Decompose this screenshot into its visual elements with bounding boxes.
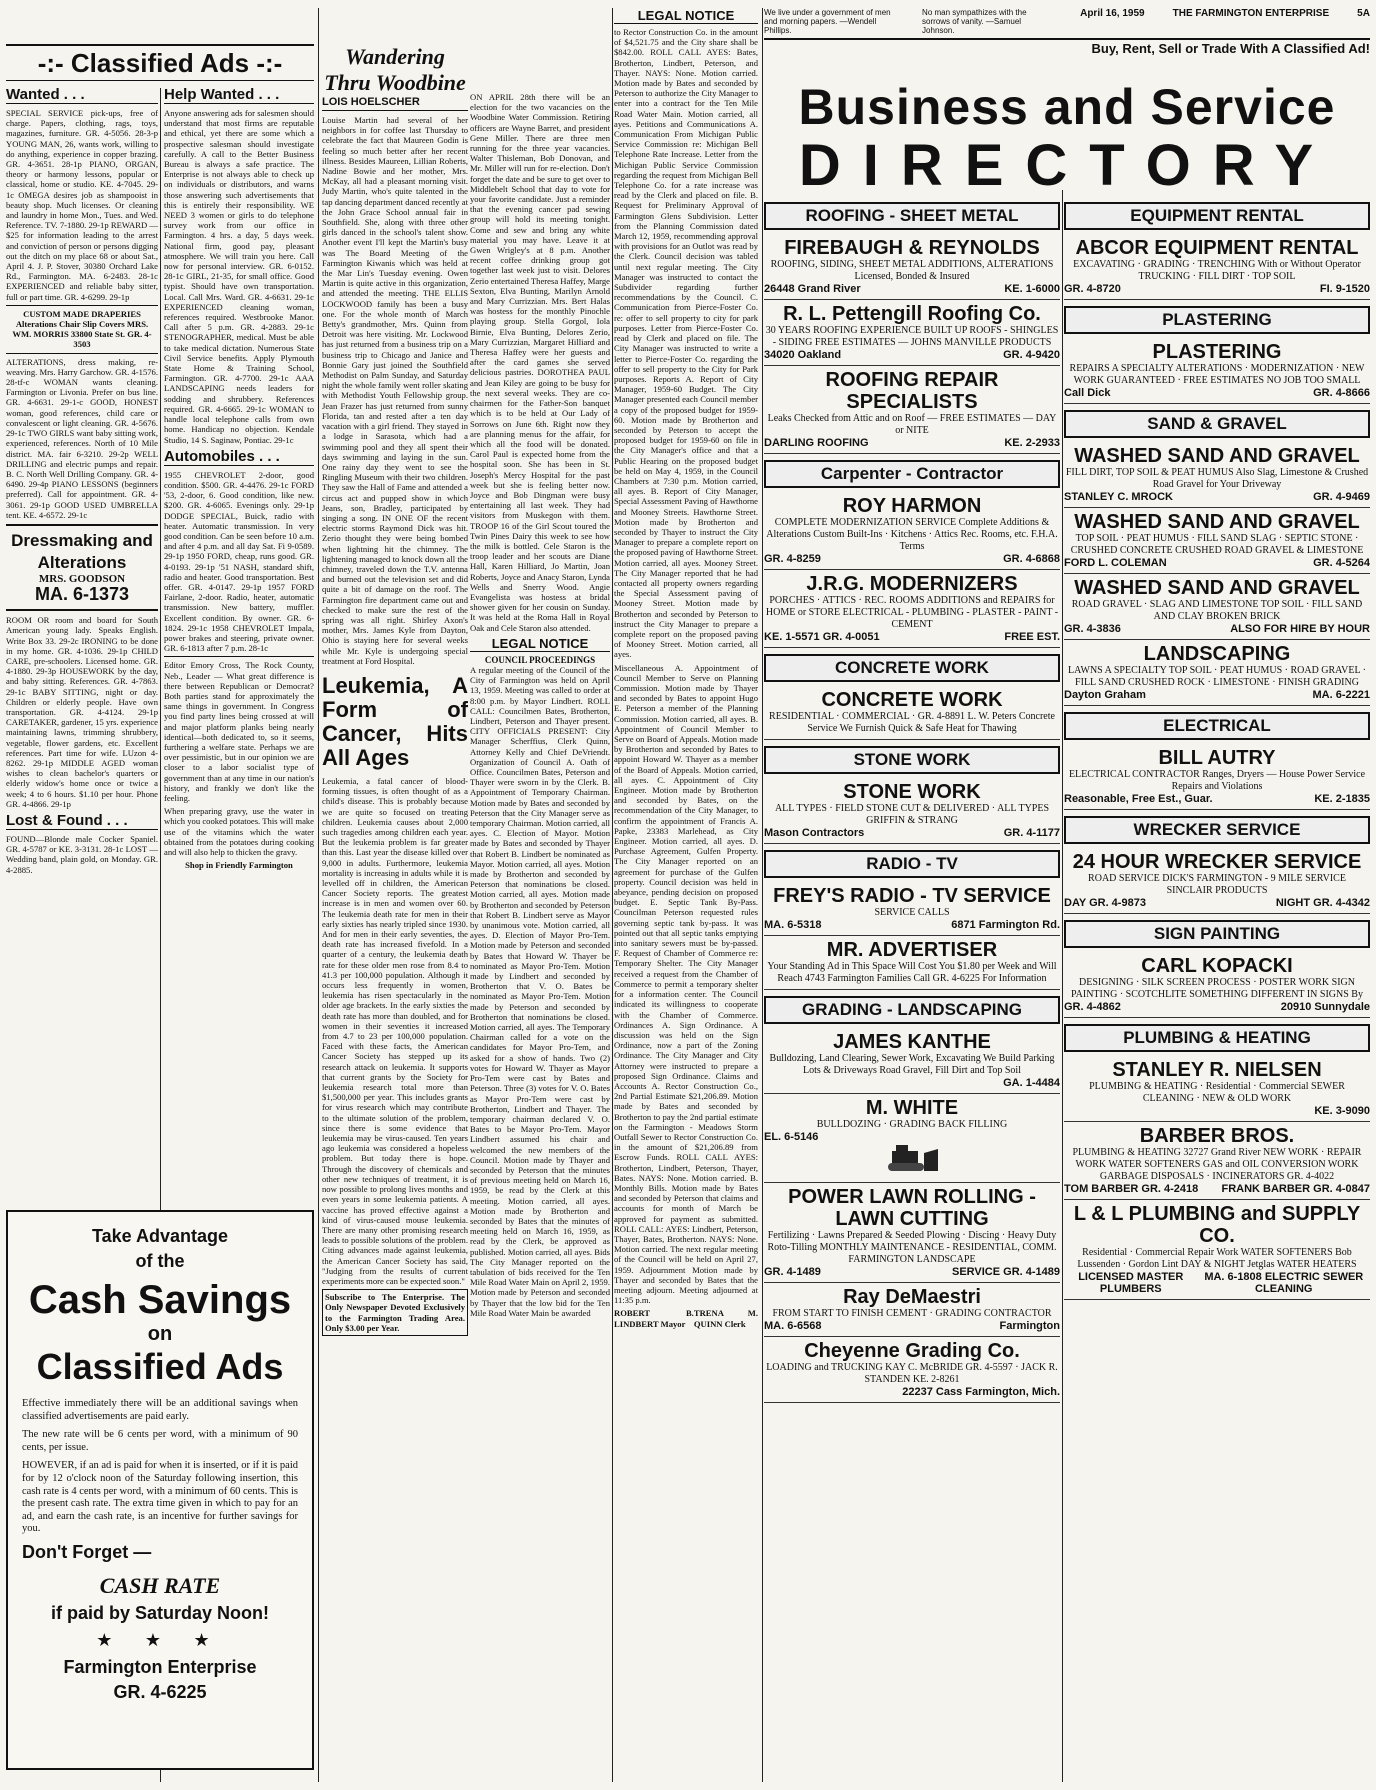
directory-ad-name: WASHED SAND AND GRAVEL	[1074, 577, 1360, 599]
directory-ad-contact-left: GR. 4-4862	[1064, 1001, 1121, 1013]
automobiles-listings: 1955 CHEVROLET 2-door, good condition. $500. GR. 4-4476. 29-1c FORD '53, 2-door, 6. Good condition, like new. $200. GR. 4-6065. Evenings only. 29-1p DODGE SPECIAL, Buick, radio with heater. Automatic transmission. In very good condition. Can be seen before 10 a.m. and after 4 p.m. and all day Sat. Fi 9-0589. 29-1p 1950 FORD, cheap, runs good. GR. 4-0193. 29-1p '51 NASH, standard shift, radio and heater. Good transportation. Best offer. GR. 4-0147. 29-1p 1957 FORD Fairlane, 2-door. Radio, heater, automatic transmission. New battery, muffler. Excellent condition. By owner. GR. 6-1824. 29-1c 1958 CHEVROLET Impala, power brakes and steering, private owner. GR. 6-1813 after 7 p.m. 28-1c	[164, 469, 314, 654]
directory-ad-contact	[764, 631, 1060, 643]
directory-ad	[1064, 640, 1370, 706]
directory-ad-description: Bulldozing, Land Clearing, Sewer Work, Excavating We Build Parking Lots & Driveways Road Gravel, Fill Dirt and Top Soil	[769, 1053, 1055, 1076]
directory-section-heading: EQUIPMENT RENTAL	[1064, 202, 1370, 230]
directory-ad-contact	[1064, 689, 1370, 701]
directory-ad-contact-left: FORD L. COLEMAN	[1064, 557, 1167, 569]
directory-ad-contact	[764, 349, 1060, 361]
directory-ad	[1064, 1122, 1370, 1200]
directory-ad-contact	[1064, 1183, 1370, 1195]
woodbine-text-1: Louise Martin had several of her neighbors in for coffee last Thursday to celebrate the fact that Maureen Godin is feeling so much better after her recent illness. Besides Maureen, Lillian Roberts, Nadine Bowie and her mother, Mrs. McKay, all had a pleasant morning visit. Judy Martin, who's quite talented in the tap dancing department danced recently at the John Grace School annual fair in Southfield. She, along with three other girls danced in the school's talent show. Another event I'll kept the Martin's busy was The Board Meeting of the Farmington Kiwanis which was held at the Mar Lin's Tuesday evening. Owen Martin is quite active in this organization, and attended the meeting. THE ELLIS LOCKWOOD family has been a busy one. For the whole month of March Betty's grandmother, Mrs. Quinn from Detroit was here visiting. Mr. Lockwood has just returned from a business trip on a business trip to Chicago and Janice and Bonnie Gary just joined the Southfield Methodist on Palm Sunday, and Saturday night the whole family went roller skating with Methodist Youth Fellowship group. Jean Frazer has just returned from sunny Florida, tan and rested after a ten day vacation with a girl friend. They stayed in a lodge in Sarasota, which had a swimming pool and they all spent their days swimming and laying in the sun. One rainy day they went to see the Ringling Museum with their two children. They saw the Hall of Fame and attended a circus act and pupped show in which Jeans, son, Bradley, participated by singing a song. IN ONE OF the recent electric storms Raymond Dick was hit. Zerio thought they were being bombed when lightning hit the chimney. The lightening managed to knock down all the chimney, traveled down the T.V. antenna and burned out the television set and did quite a bit of damage on the roof. The Farmington fire department came out and checked to make sure the rest of the spring was all right. Shirley Axon's mother, Mrs. James Kyle from Dayton, Ohio is staying here for several weeks while Mr. Kyle is undergoing special treatment at Ford Hospital.	[322, 115, 468, 666]
directory-ad-description: PORCHES · ATTICS · REC. ROOMS ADDITIONS and REPAIRS for HOME or STORE ELECTRICAL - PLUMBING - PLASTER - PAINT - CEMENT	[765, 595, 1059, 630]
quote-right: No man sympathizes with the sorrows of vanity. —Samuel Johnson.	[922, 8, 1027, 35]
directory-ad-contact-right: KE. 3-9090	[1314, 1105, 1370, 1117]
legal-notice-heading-2: LEGAL NOTICE	[470, 636, 610, 652]
directory-ad-description: DESIGNING · SILK SCREEN PROCESS · POSTER WORK SIGN PAINTING · SCOTCHLITE SOMETHING DIFFERENT IN SIGNS By	[1071, 977, 1363, 1000]
directory-ad-name: STANLEY R. NIELSEN	[1112, 1059, 1322, 1081]
directory-ad-description: RESIDENTIAL · COMMERCIAL · GR. 4-8891 L. W. Peters Concrete Service We Furnish Quick & Safe Heat for Thawing	[769, 711, 1055, 734]
woodbine-title: Wandering Thru Woodbine	[324, 44, 466, 95]
legal-notice-heading: LEGAL NOTICE	[614, 8, 758, 24]
directory-title-b: DIRECTORY	[798, 133, 1336, 198]
directory-ad-contact-left: TOM BARBER GR. 4-2418	[1064, 1183, 1199, 1195]
directory-ad-name: FREY'S RADIO - TV SERVICE	[773, 885, 1051, 907]
directory-ad	[764, 1028, 1060, 1094]
directory-ad-contact-left: GR. 4-3836	[1064, 623, 1121, 635]
woodbine-text-2: ON APRIL 28th there will be an election for the two vacancies on the Woodbine Water Commission. Retiring officers are Wayne Barret, and president Gene Miller. There are three men running for the three year vacancies. Walter Thisleman, Bob Donovan, and Mr. Miller will run for re-election. Don't forget the date and be sure to get over to Middlebelt School that day to vote for your favorite candidate. Just a reminder that the evening cancer pad sewing group will hold its meeting tonight. Come and sew and bring any white material you may have. Leave it at Gwen Wrigley's at 8 p.m. Another recent coffee drinking group got together last week just to visit. Delores Zerio entertained Theresa Haffey, Marge Sexton, Elva Bunting, Marilyn Arnold and Mary Currizzian. Mrs. Bert Halas was hostess for the monthly Pinochle playing group. Stella Gorgol, Iola Birnie, Elva Bunting, Delores Zerio, Mary Currizzian, Margaret Hilliard and Theresa Haffey were her guests and after the card games she served delicious pastries. DOROTHEA PAUL and Jean Kiley are going to be busy for the next several weeks. They are co-chairmen for the Father-Son banquet which is to be held at Our Lady of Sorrows on June 6th. Right now they are planning menus for the affair, for which all the food will be donated. Carol Paul is expected home from the hospital soon. She has been in St. Joseph's Mercy Hospital for the past week but she is feeling better now. Joyce and Bob Dingman were busy entertaining all last week. They had visitors from Muskegon with them. TROOP 16 of the Girl Scout toured the Twin Pines Dairy this week to see how the milk is bottled. Cele Staron is the troop leader and her scouts are Diane Hall, Karen Hilliard, Jo Martin, Joan Roberts, Joyce and Anacy Staron, Lynda Wells and Snerry Wood. Angie Evangelista was hostess at bridal shower given for her cousin on Sunday. It was held at the Roma Hall in Royal Oak and Cele Staron also attended.	[470, 92, 610, 633]
mayor-signature: ROBERT B. LINDBERT Mayor	[614, 1308, 694, 1329]
directory-ad-contact	[764, 919, 1060, 931]
directory-ad-contact	[1064, 1105, 1370, 1117]
directory-section-heading: WRECKER SERVICE	[1064, 816, 1370, 844]
directory-ad-name: MR. ADVERTISER	[826, 939, 998, 961]
column-rule	[612, 8, 613, 1782]
directory-ad-name: CONCRETE WORK	[821, 689, 1003, 711]
directory-ad-contact-left: GR. 4-8259	[764, 553, 821, 565]
directory-ad	[1064, 1056, 1370, 1122]
directory-section-heading: SIGN PAINTING	[1064, 920, 1370, 948]
directory-ad	[1064, 952, 1370, 1018]
directory-ad-name: BILL AUTRY	[1158, 747, 1276, 769]
directory-ad	[764, 686, 1060, 740]
directory-section-heading: Carpenter - Contractor	[764, 460, 1060, 488]
directory-ad-description: REPAIRS A SPECIALTY ALTERATIONS · MODERNIZATION · NEW WORK GUARANTEED · FREE ESTIMATES NO JOB TOO SMALL	[1069, 363, 1365, 386]
directory-ad-description: TOP SOIL · PEAT HUMUS · FILL SAND SLAG · SEPTIC STONE · CRUSHED CONCRETE CRUSHED ROAD GRAVEL & LIMESTONE	[1070, 533, 1364, 556]
leukemia-title: Leukemia, A Form of Cancer, Hits All Ages	[322, 672, 468, 770]
directory-ad-name: 24 HOUR WRECKER SERVICE	[1072, 851, 1362, 873]
directory-ad-name: ROY HARMON	[842, 495, 982, 517]
directory-ad	[764, 778, 1060, 844]
directory-ad-name: FIREBAUGH & REYNOLDS	[784, 237, 1040, 259]
directory-ad-contact-left: DARLING ROOFING	[764, 437, 869, 449]
directory-ad-name: WASHED SAND AND GRAVEL	[1074, 445, 1360, 467]
cash-ad-body	[22, 1398, 298, 1536]
directory-ad-description: Residential · Commercial Repair Work WATER SOFTENERS Bob Lussenden · Gordon Lint DAY & NIGHT Jetglas WATER HEATERS	[1077, 1247, 1357, 1270]
directory-ad-name: BARBER BROS.	[1139, 1125, 1295, 1147]
directory-ad-contact-left: Call Dick	[1064, 387, 1111, 399]
directory-ad-contact-right: GR. 4-6868	[1003, 553, 1060, 565]
woodbine-author: LOIS HOELSCHER	[322, 96, 420, 108]
directory-ad-contact-left: DAY GR. 4-9873	[1064, 897, 1146, 909]
directory-ad-name: ROOFING REPAIR SPECIALISTS	[825, 369, 999, 413]
directory-ad-contact-left: GR. 4-1489	[764, 1266, 821, 1278]
subscribe-box: Subscribe to The Enterprise. The Only Newspaper Devoted Exclusively to the Farmington Trading Area. Only $3.00 per Year.	[322, 1289, 468, 1336]
woodbine-byline	[322, 96, 468, 111]
directory-ad	[764, 1337, 1060, 1403]
directory-ad-description: SERVICE CALLS	[874, 907, 950, 918]
directory-section-heading: PLASTERING	[1064, 306, 1370, 334]
directory-ad-description: FROM START TO FINISH CEMENT · GRADING CONTRACTOR	[772, 1308, 1052, 1319]
directory-ad-contact-left: 26448 Grand River	[764, 283, 861, 295]
lost-found-heading: Lost & Found . . .	[6, 812, 158, 830]
directory-ad	[1064, 234, 1370, 300]
cash-ad-stars: ★ ★ ★	[96, 1629, 224, 1650]
cash-ad-line2: of the	[135, 1251, 185, 1271]
directory-ad-contact-left: MA. 6-6568	[764, 1320, 822, 1332]
woodbine-column	[322, 40, 468, 1790]
directory-ad-contact	[764, 1386, 1060, 1398]
directory-ad-contact	[764, 1266, 1060, 1278]
bulldozer-icon	[882, 1143, 942, 1173]
directory-ad	[764, 1283, 1060, 1337]
directory-ad-description: Your Standing Ad in This Space Will Cost You $1.80 per Week and Will Reach 4743 Farmington Families Call GR. 4-6225 For Information	[767, 961, 1057, 984]
directory-ad-description: PLUMBING & HEATING · Residential · Commercial SEWER CLEANING · NEW & OLD WORK	[1089, 1081, 1345, 1104]
directory-ad-contact	[1064, 387, 1370, 399]
directory-ad-name: JAMES KANTHE	[833, 1031, 991, 1053]
directory-title	[764, 78, 1370, 196]
quote-left: We live under a government of men and morning papers. —Wendell Phillips.	[764, 8, 891, 35]
directory-ad-contact	[1064, 557, 1370, 569]
directory-section-heading: ELECTRICAL	[1064, 712, 1370, 740]
directory-ad-description: ROOFING, SIDING, SHEET METAL ADDITIONS, ALTERATIONS Licensed, Bonded & Insured	[770, 259, 1054, 282]
cash-ad-paid: if paid by Saturday Noon!	[50, 1602, 269, 1623]
directory-ad-name: M. WHITE	[865, 1097, 959, 1119]
directory-ad-contact	[1064, 1001, 1370, 1013]
directory-ad-contact-right: GR. 4-1177	[1003, 827, 1060, 839]
directory-ad	[764, 1183, 1060, 1283]
directory-ad-contact	[764, 553, 1060, 565]
directory-ad-contact-left: Reasonable, Free Est., Guar.	[1064, 793, 1213, 805]
council-proceedings-heading: COUNCIL PROCEEDINGS	[484, 654, 596, 665]
directory-ad	[764, 1094, 1060, 1183]
directory-ad	[1064, 744, 1370, 810]
directory-ad-contact-right: ALSO FOR HIRE BY HOUR	[1230, 623, 1370, 635]
dressmaking-heading: Dressmaking and Alterations	[11, 530, 153, 572]
directory-ad-name: STONE WORK	[843, 781, 981, 803]
directory-ad-description: 30 YEARS ROOFING EXPERIENCE BUILT UP ROOFS - SHINGLES - SIDING FREE ESTIMATES — JOHNS MANVILLE PRODUCTS	[765, 325, 1059, 348]
column-rule	[318, 8, 319, 1782]
dressmaking-name: MRS. GOODSON	[38, 572, 126, 585]
directory-ad-contact-right: KE. 1-6000	[1004, 283, 1060, 295]
directory-ad-contact-right: FRANK BARBER GR. 4-0847	[1221, 1183, 1370, 1195]
dressmaking-phone: MA. 6-1373	[34, 584, 130, 605]
legal-column	[614, 8, 758, 1782]
directory-ad-contact-right: KE. 2-1835	[1314, 793, 1370, 805]
directory-ad-name: POWER LAWN ROLLING - LAWN CUTTING	[788, 1186, 1036, 1230]
directory-left-column	[764, 196, 1060, 1776]
classified-column-1	[6, 84, 158, 1204]
shop-line: Shop in Friendly Farmington	[185, 860, 293, 871]
directory-ad-contact-left: GR. 4-8720	[1064, 283, 1121, 295]
directory-ad	[1064, 1200, 1370, 1300]
council-proceedings-text: A regular meeting of the Council of the City of Farmington was held on April 13, 1959. Meeting was called to order at 8:00 p.m. by Mayor Lindbert. ROLL CALL: Councilmen Bates, Brotherton, Lindbert, Peterson and Thayer present. CITY OFFICIALS PRESENT: City Manager Scherffius, Clerk Quinn, Attorney Kelly and Chief DeVriendt. Organization of Council A. Oath of Office. Councilmen Bates, Peterson and Thayer were sworn in by the Clerk. B. Appointment of Temporary Chairman. Motion made by Bates and seconded by Peterson that the City Manager serve as temporary Chairman. Motion carried, all ayes. C. Election of Mayor. Motion made by Bates and seconded by Thayer that Robert B. Lindbert be nominated as Mayor. Motion carried, all ayes. Motion made by Brotherton and seconded by Peterson that nominations be closed. Motion carried, all ayes. Motion made by Brotherton and seconded by Peterson that Robert B. Lindbert serve as Mayor by unanimous vote. Motion carried, all ayes. D. Election of Mayor Pro-Tem. Motion made by Peterson and seconded by Bates that Howard W. Thayer be nominated as Mayor Pro-Tem. Motion made by Lindbert and seconded by Brotherton that V. O. Bates be nominated as Mayor Pro-Tem. Motion made by Peterson and seconded by Brotherton that nominations be closed. Motion carried, all ayes. The Temporary Chairman called for a vote on the candidates for Mayor Pro-Tem, and asked for a show of hands. Two (2) votes for Howard W. Thayer as Mayor Pro-Tem were cast by Bates and Peterson. Three (3) votes for V. O. Bates as Mayor Pro-Tem were cast by Brotherton, Lindbert and Thayer. The temporary chairman declared V. O. Bates to be Mayor Pro-Tem. Mayor Lindbert assumed his chair and welcomed the new members of the Council. Motion made by Thayer and seconded by Peterson that the minutes of previous meeting held on March 16, 1959, be read by the Clerk at this meeting. Motion carried, all ayes. Motion made by Brotherton and seconded by Bates that the minutes of meeting held on March 16, 1959, as read by the Clerk, be approved as published. Motion carried, all ayes. Bids The City Manager reported on the tabulation of bids received for the Ten Mile Road Water Main on April 2, 1959. Motion made by Peterson and seconded by Thayer that the low bid for the Ten Mile Road Water Main be awarded	[470, 664, 610, 1318]
directory-ad-description: ROAD GRAVEL · SLAG AND LIMESTONE TOP SOIL · FILL SAND AND CLAY BROKEN BRICK	[1071, 599, 1363, 622]
directory-ad-description: ALL TYPES · FIELD STONE CUT & DELIVERED · ALL TYPES GRIFFIN & STRANG	[774, 803, 1050, 826]
directory-ad-contact	[764, 1077, 1060, 1089]
clerk-signature: TRENA M. QUINN Clerk	[693, 1308, 758, 1329]
directory-ad-contact-right: SERVICE GR. 4-1489	[951, 1266, 1060, 1278]
directory-ad-name: J.R.G. MODERNIZERS	[806, 573, 1018, 595]
directory-ad-contact	[1064, 793, 1370, 805]
dressmaking-ad	[6, 524, 158, 611]
directory-ad-description: LAWNS A SPECIALTY TOP SOIL · PEAT HUMUS · ROAD GRAVEL · FILL SAND CRUSHED ROCK · LIMESTONE · FINISH GRADING	[1067, 665, 1367, 688]
directory-ad-contact-right: 6871 Farmington Rd.	[951, 919, 1060, 931]
cash-ad-phone: GR. 4-6225	[113, 1681, 207, 1702]
directory-ad-contact	[764, 437, 1060, 449]
paper-name: THE FARMINGTON ENTERPRISE	[1172, 8, 1330, 19]
directory-ad-contact-left: Mason Contractors	[764, 827, 865, 839]
help-wanted-heading: Help Wanted . . .	[164, 86, 314, 104]
directory-ad-contact-left: MA. 6-5318	[764, 919, 822, 931]
directory-ad-contact-right: GR. 4-8666	[1313, 387, 1370, 399]
editorial-filler: Editor Emory Cross, The Rock County, Neb., Leader — What great difference is there between Republican or Democrat? Both parties stand for approximately the same things in government. In Congress you find party lines being crossed at will and major platform planks being nearly identical—both dedicated to, so it seems, furthering a welfare state. Perhaps we are over pessimistic, but in our opinion we are closer to a labor socialist type of government than at any time in our nation's history, and frankly we don't like the feeling.	[164, 656, 314, 803]
legal-notice-text-2: Miscellaneous A. Appointment of Council Member to Serve on Planning Commission. Motion made by Thayer and seconded by Bates to appoint Hugo E. Peterson a member of the Planning Commission. Motion carried, all ayes. B. Appointment of Council Member to Serve on Board of Appeals. Motion made by Brotherton and seconded by Bates to appoint Howard W. Thayer as a member of the Board of Appeals. Motion carried, all ayes. C. Appointment of City Engineer. Motion made by Brotherton and seconded by Bates, on the recommendation of the City Manager, to confirm the appointment of Francis A. Papke, 23383 Marlehead, as City Engineer. Motion carried, all ayes. D. Purchase Agreement, Gulfen Property. The City Manager reported on an agreement for purchase of the Gulfen property. Council decision was held in abeyance, pending decision on proposed budget. E. Septic Tank By-Pass. Councilman Peterson requested rules governing septic tank by-pass. It was pointed out that all septic tanks emptying into sanitary sewers must be by-passed. F. Request of Chamber of Commerce re: Temporary Shelter. The City Manager received a request from the Chamber of Commerce to permit a temporary shelter for a information center. The Council indicated its willingness to cooperate with the Chamber of Commerce. Ordinances A. Sign Ordinance. A discussion was held on the Sign Ordinance, now a part of the Zoning Ordinance. The City Manager and City Attorney were instructed to prepare a proposed Sign Ordinance. Claims and Accounts A. Rector Construction Co., 2nd Partial Estimate $21,206.89. Motion made by Bates and seconded by Brotherton to pay the 2nd partial estimate on the Farmington - Meadows Storm Outfall Sewer to Rector Construction Co. in the amount of $21,206.89 from Escrow Funds. ROLL CALL AYES: Brotherton, Lindbert, Peterson, Thayer, Bates. NAYS: None. Motion carried. B. Monthly Bills. Motion made by Bates and seconded by Peterson that claims and accounts for month of March be approved for payment as submitted. ROLL CALL: AYES: Lindbert, Peterson, Thayer, Bates, Brotherton. NAYS: None. Motion carried. The next regular meeting of the Council will be held on April 27, 1959. Adjournment Motion made by Thayer and seconded by Bates that the meeting adjourn. Meeting adjourned at 11:35 p.m.	[614, 662, 758, 1306]
automobiles-heading: Automobiles . . .	[164, 448, 314, 466]
legal-notice-text: to Rector Construction Co. in the amount of $4,521.75 and the City share shall be $842.00. ROLL CALL AYES: Bates, Brotherton, Lindbert, Peterson, and Thayer. NAYS: None. Motion carried. Motion made by Bates and seconded by Peterson to authorize the City Manager to enter into a contract for the Ten Mile Road Water Main. Motion carried, all ayes. Petitions and Communications A. Communication From Michigan Public Service Commission re: Michigan Bell Telephone Rate Increase. Letter from the Michigan Public Service Commission regarding the request from Michigan Bell Telephone Co. for a rate increase was read by the Clerk and placed on file. B. Request for Preliminary Approval of Farmington Glens Subdivision. Letter from the Planning Commission dated March 12, 1959, recommending approval with provisions for an Outlot was read by the Clerk. Council decision was tabled until next regular meeting. The City Manager was instructed to contact the Subdivider regarding further recommendations by the Council. C. Communication from Pierce-Foster Co. re: offer to sell property to city for park purposes. Letter from Pierce-Foster Co. read by Clerk and placed on file. The City Manager was instructed to write a letter to Pierce-Foster Co. regarding the offer to sell property to the City for Park purposes. Reports A. Report of City Manager, 1959-60 Budget. The City Manager presented each Council member a copy of the proposed budget for 1959-60. Motion made by Brotherton and seconded by Peterson to accept the proposed budget for 1959-60 on file in the City Manager's office and that a Public Hearing on the proposed budget be held on May 4, 1959, in the Council Chambers at 7:30 p.m. Motion carried, all ayes. B. Report of City Manager, Special Assessment Paving of Hawthorne and Mooney Streets. Hawthorne Street. Motion made by Brotherton and seconded by Thayer to instruct the City Manager to prepare a complete report on the proposed paving of Hawthorne Street. Motion carried, all ayes. Mooney Street. The City Manager reported that he had contacted all property owners regarding the Special Assessment paving of Mooney Street. Motion made by Brotherton and seconded by Peterson to instruct the City Manager to prepare a complete report on the proposed paving of Mooney Street. Motion carried, all ayes.	[614, 27, 758, 660]
directory-ad-description: FILL DIRT, TOP SOIL & PEAT HUMUS Also Slag, Limestone & Crushed Road Gravel for Your Driveway	[1065, 467, 1369, 490]
directory-ad-description: LOADING and TRUCKING KAY C. McBRIDE GR. 4-5597 · JACK R. STANDEN KE. 2-8261	[766, 1362, 1058, 1385]
directory-ad-description: Fertilizing · Lawns Prepared & Seeded Plowing · Discing · Heavy Duty Roto-Tilling MONTHLY MAINTENANCE - RESIDENTIAL, COMM. FARMINGTON LANDSCAPE	[767, 1230, 1057, 1265]
directory-ad-contact-right: FI. 9-1520	[1319, 283, 1370, 295]
directory-section-heading: PLUMBING & HEATING	[1064, 1024, 1370, 1052]
directory-ad-name: R. L. Pettengill Roofing Co.	[783, 303, 1041, 325]
directory-ad	[1064, 338, 1370, 404]
directory-ad-contact-right: KE. 2-2933	[1004, 437, 1060, 449]
directory-ad	[764, 366, 1060, 454]
directory-ad-contact-right: 22237 Cass Farmington, Mich.	[902, 1386, 1060, 1398]
cash-ad-rate: CASH RATE	[99, 1572, 221, 1598]
directory-ad	[1064, 848, 1370, 914]
directory-ad-contact-left: Dayton Graham	[1064, 689, 1146, 701]
gravy-filler: When preparing gravy, use the water in which you cooked potatoes. This will make use of the vitamins which the water obtained from the potatoes during cooking and will also help to thicken the gravy.	[164, 806, 314, 858]
directory-ad-description: EXCAVATING · GRADING · TRENCHING With or Without Operator TRUCKING · FILL DIRT · TOP SOIL	[1073, 259, 1361, 282]
directory-ad-contact	[764, 1131, 1060, 1143]
directory-ad	[764, 882, 1060, 936]
directory-ad-contact-left: STANLEY C. MROCK	[1064, 491, 1173, 503]
directory-section-heading: GRADING - LANDSCAPING	[764, 996, 1060, 1024]
cash-ad-body-1: Effective immediately there will be an additional savings when classified advertisements are paid early.	[22, 1398, 298, 1422]
cash-ad-on: on	[147, 1323, 173, 1345]
draperies-ad: CUSTOM MADE DRAPERIES Alterations Chair Slip Covers MRS. WM. MORRIS 33800 State St. GR. 4-3503	[6, 305, 158, 354]
directory-ad-contact-right: MA. 6-1808 ELECTRIC SEWER CLEANING	[1204, 1271, 1364, 1295]
directory-ad	[1064, 574, 1370, 640]
wanted-listings-3: ROOM OR room and board for South American young lady. Speaks English. Write Box 33. 29-2c IRONING to be done in my home. GR. 4-1036. 29-1p CHILD CARE, pre-schoolers. Licensed home. GR. 4-1880. 29-3p HOUSEWORK by the day, and baby sitting. References. GR. 4-7863. 29-1c BABY SITTING, night or day. Children or elderly people. Have own transportation. GR. 4-4124. 29-1p CARETAKER, gardener, 15 yrs. experience maintaining lawns, trimming shrubbery, vegetable, flower gardens, etc. Excellent references. Part time for wife. LUzon 4-8262. 29-1p MIDDLE AGED woman wishes to clean bachelor's quarters or elderly widow's home once or twice a week; 4 to 6 hours. $1.10 per hour. Phone GR. 4-4866. 29-1p	[6, 615, 158, 809]
directory-ad-contact	[1064, 897, 1370, 909]
leukemia-text: Leukemia, a fatal cancer of blood-forming tissues, is often thought of as a child's disease. This is probably because we are quite so focused on treating children. Leukemia causes about 2,000 such tragedies among children each year. But the leukemia problem is far greater than this. Last year the disease killed over 9,000 in adults. Furthermore, leukemia mortality is increasing in adults while it is levelled off in children, the American Cancer Society reports. The greatest increase is in men and women over 60. The leukemia death rate for men in their early sixties has nearly tripled since 1930. And for men in their early seventies, the death rate has increased fivefold. In a quarter of a century, the leukemia death rate for these older men rose from 8.4 to 41.3 per 100,000 population. Although it occurs less frequently in women, leukemia has risen spectacularly in the older age brackets. In the early sixties the death rate has more than doubled, and for women in their seventies it increased from 4.7 to 23 per 100,000 population. Faced with these facts, the American Cancer Society has stepped up its research attack on leukemia. It supports that current grants by the Society for leukemia research total more than $1,500,000 per year. This includes grants for virus research which may contribute to the ultimate solution of the problem, since there is some evidence that leukemia may be virus-caused. Ten years ago leukemia was considered a hopeless problem. But today there is hope. Through the discovery of chemicals and other new techniques of treatment, it is now possible to prolong lives months and even years in some leukemia patients. A vaccine has proved effective against a kind of virus-caused mouse leukemia. There are many other promising research leads to possible solutions of the problem. Citing advances made against leukemia, the American Cancer Society has said, "Judging from the results of current experiments more can be expected soon."	[322, 775, 468, 1286]
directory-ad-contact-right: NIGHT GR. 4-4342	[1275, 897, 1370, 909]
directory-ad-name: WASHED SAND AND GRAVEL	[1074, 511, 1360, 533]
slogan: Buy, Rent, Sell or Trade With A Classified Ad!	[1091, 41, 1370, 56]
cash-ad-line1: Take Advantage	[91, 1226, 229, 1246]
directory-ad-contact-left: LICENSED MASTER PLUMBERS	[1078, 1271, 1184, 1295]
wanted-listings-2: ALTERATIONS, dress making, re-weaving. Mrs. Harry Garchow. GR. 4-1576. 28-tf-c WOMAN wants cleaning. Farmington or Livonia. Prefer on bus line. GR. 4-6631. 29-1-c GOOD, HONEST woman, good references, child care or convalescent or light cleaning. GR. 4-5676. 29-1c TWO GIRLS want baby sitting work, experienced, references. North of 10 Mile district. MA. fair 6-3210. 29-2p WELL DRILLING and electric pumps and repair. B. C. North Well Drilling Company. GR. 4-6490. 29-4p PIANO LESSONS (beginners preferred). Call for appointment. GR. 4-3061. 29-1p GOOD USED UMBRELLA tent. KE. 4-6572. 29-1c	[6, 356, 158, 520]
cash-ad-headline2: Classified Ads	[36, 1346, 284, 1387]
directory-ad-description: ROAD SERVICE DICK'S FARMINGTON - 9 MILE SERVICE SINCLAIR PRODUCTS	[1088, 873, 1346, 896]
directory-ad-description: ELECTRICAL CONTRACTOR Ranges, Dryers — House Power Service Repairs and Violations	[1068, 769, 1366, 792]
directory-ad-name: CARL KOPACKI	[1141, 955, 1293, 977]
wanted-heading: Wanted . . .	[6, 86, 158, 104]
cash-savings-ad	[6, 1210, 314, 1770]
directory-ad	[764, 234, 1060, 300]
cash-ad-body-3: HOWEVER, if an ad is paid for when it is inserted, or if it is paid for by 12 o'clock noon of the Saturday following insertion, this cash rate is 4 cents per word, with a minimum of 60 cents. This is the present cash rate. The extra time given in which to pay for an ad, and earn the cash rate, is an incentive for further savings for you.	[22, 1460, 298, 1535]
classified-column-2	[164, 84, 314, 1204]
directory-ad	[764, 300, 1060, 366]
directory-ad	[1064, 508, 1370, 574]
directory-ad-name: PLASTERING	[1152, 341, 1282, 363]
cash-ad-forget: Don't Forget —	[22, 1541, 152, 1562]
directory-ad-description: PLUMBING & HEATING 32727 Grand River NEW WORK · REPAIR WORK WATER SOFTENERS GAS and OIL CONVERSION WORK GARBAGE DISPOSALS · INCINERATORS GR. 4-4022	[1072, 1147, 1362, 1182]
woodbine-column-2	[470, 92, 610, 1782]
legal-signatures	[614, 1308, 758, 1328]
directory-ad-contact-left: EL. 6-5146	[764, 1131, 819, 1143]
directory-ad	[764, 570, 1060, 648]
column-rule	[762, 8, 763, 1782]
directory-ad-contact	[764, 827, 1060, 839]
directory-ad-name: LANDSCAPING	[1143, 643, 1291, 665]
directory-ad-contact-right: MA. 6-2221	[1312, 689, 1370, 701]
directory-ad-description: Leaks Checked from Attic and on Roof — FREE ESTIMATES — DAY or NITE	[767, 413, 1057, 436]
directory-ad-contact	[1064, 623, 1370, 635]
directory-section-heading: STONE WORK	[764, 746, 1060, 774]
directory-ad-contact-left: 34020 Oakland	[764, 349, 842, 361]
directory-ad-contact-left: KE. 1-5571 GR. 4-0051	[764, 631, 880, 643]
directory-section-heading: ROOFING - SHEET METAL	[764, 202, 1060, 230]
directory-ad	[764, 492, 1060, 570]
column-rule	[1062, 190, 1063, 1782]
directory-ad-name: ABCOR EQUIPMENT RENTAL	[1075, 237, 1359, 259]
directory-ad-name: L & L PLUMBING and SUPPLY CO.	[1073, 1203, 1361, 1247]
directory-ad-contact	[764, 1320, 1060, 1332]
directory-ad-contact-right: Farmington	[999, 1320, 1060, 1332]
directory-ad-description: COMPLETE MODERNIZATION SERVICE Complete Additions & Alterations Custom Built-Ins · Kitchens · Attics Rec. Rooms, etc. F.H.A. Terms	[766, 517, 1058, 552]
classified-title: Classified Ads	[70, 48, 250, 78]
directory-ad-contact-right: GA. 1-4484	[1003, 1077, 1060, 1089]
directory-title-a: Business and Service	[798, 79, 1336, 135]
directory-ad	[1064, 442, 1370, 508]
directory-ad-contact	[1064, 491, 1370, 503]
cash-ad-paper: Farmington Enterprise	[63, 1656, 257, 1677]
directory-ad-contact-right: FREE EST.	[1004, 631, 1060, 643]
issue-date: April 16, 1959	[1080, 8, 1145, 19]
classified-header: -:- Classified Ads -:-	[6, 44, 314, 81]
directory-ad-contact-right: GR. 4-9469	[1313, 491, 1370, 503]
directory-ad	[764, 936, 1060, 990]
directory-ad-name: Cheyenne Grading Co.	[804, 1340, 1020, 1362]
lost-found-listings: FOUND—Blonde male Cocker Spaniel. GR. 4-5787 or KE. 3-3131. 28-1c LOST — Wedding band, plain gold, on Monday. GR. 4-2885.	[6, 833, 158, 875]
cash-ad-headline: Cash Savings	[28, 1278, 292, 1322]
directory-ad-contact	[764, 283, 1060, 295]
directory-ad-name: Ray DeMaestri	[843, 1286, 981, 1308]
directory-ad-contact-right: GR. 4-9420	[1003, 349, 1060, 361]
directory-right-column	[1064, 196, 1370, 1776]
help-wanted-listings: Anyone answering ads for salesmen should understand that most firms are reputable and ethical, yet there are some which a prospective salesman should investigate carefully. A call to the Better Business Bureau is always a safe practice. The Enterprise is not always able to check up on individuals or distributors, and warns those answering such advertisements that this is entirely their responsibility. WE NEED 3 women or girls to do telephone survey work from our office in Farmington. 4 hrs. a day, 5 days week. National firm, good pay, pleasant atmosphere. We will train you here. Call now for personal interview. GR. 6-0152. 28-1c GIRL, 21-35, for small office. Good typist. Should have own transportation. Local. Call Mrs. Ward. GR. 4-6631. 29-1c EXPERIENCED cleaning woman, references required. Westbrooke Manor. Call after 5 p.m. GR. 4-2883. 29-1c STENOGRAPHER, medical. Must be able to take medical dictation. Numerous State Civil Service benefits. Apply Plymouth State Home & Training School, Farmington. GR. 4-7700. 29-1c AAA LANDSCAPING needs leaders for sodding and shrubbery. References required. GR. 4-6665. 29-1c WOMAN to handle local telephone calls from own home. Handicap no objection. Kendale Studio, 14 S. Saginaw, Pontiac. 29-1c	[164, 108, 314, 445]
directory-section-heading: SAND & GRAVEL	[1064, 410, 1370, 438]
directory-ad-contact	[1064, 1271, 1370, 1295]
directory-section-heading: RADIO - TV	[764, 850, 1060, 878]
cash-ad-body-2: The new rate will be 6 cents per word, with a minimum of 90 cents, per issue.	[22, 1429, 298, 1453]
directory-section-heading: CONCRETE WORK	[764, 654, 1060, 682]
directory-ad-contact	[1064, 283, 1370, 295]
masthead	[764, 8, 1370, 56]
page-number: 5A	[1357, 8, 1370, 19]
directory-ad-contact-right: 20910 Sunnydale	[1280, 1001, 1370, 1013]
wanted-listings: SPECIAL SERVICE pick-ups, free of charge. Papers, clothing, rags, toys, magazines, furniture. GR. 4-5056. 28-3-p YOUNG MAN, 26, wants work, willing to do anything, experience in copper brazing. GR. 4-3651. 28-1p PIANO, ORGAN, theory or harmony lessons, popular or classical, home or studio. KE. 4-7045. 29-1c OMEGA desires job as shampooist in beauty shop. Much licenses. Or cleaning and laundry in home Mon., Tues. and Wed. Reference. TV. 7-1880. 29-1p REWARD — $25 for information leading to the arrest and conviction of person or persons digging out the ditch on my place 68 or about Sat., April 4. J. P. Stover, 30380 Orchard Lake Rd., Farmington. MA. 6-2483. 28-1c EXPERIENCED and reliable baby sitter, full or part time. GR. 4-6299. 29-1p	[6, 108, 158, 302]
directory-ad-contact-right: GR. 4-5264	[1313, 557, 1370, 569]
directory-ad-description: BULLDOZING · GRADING BACK FILLING	[816, 1119, 1008, 1130]
